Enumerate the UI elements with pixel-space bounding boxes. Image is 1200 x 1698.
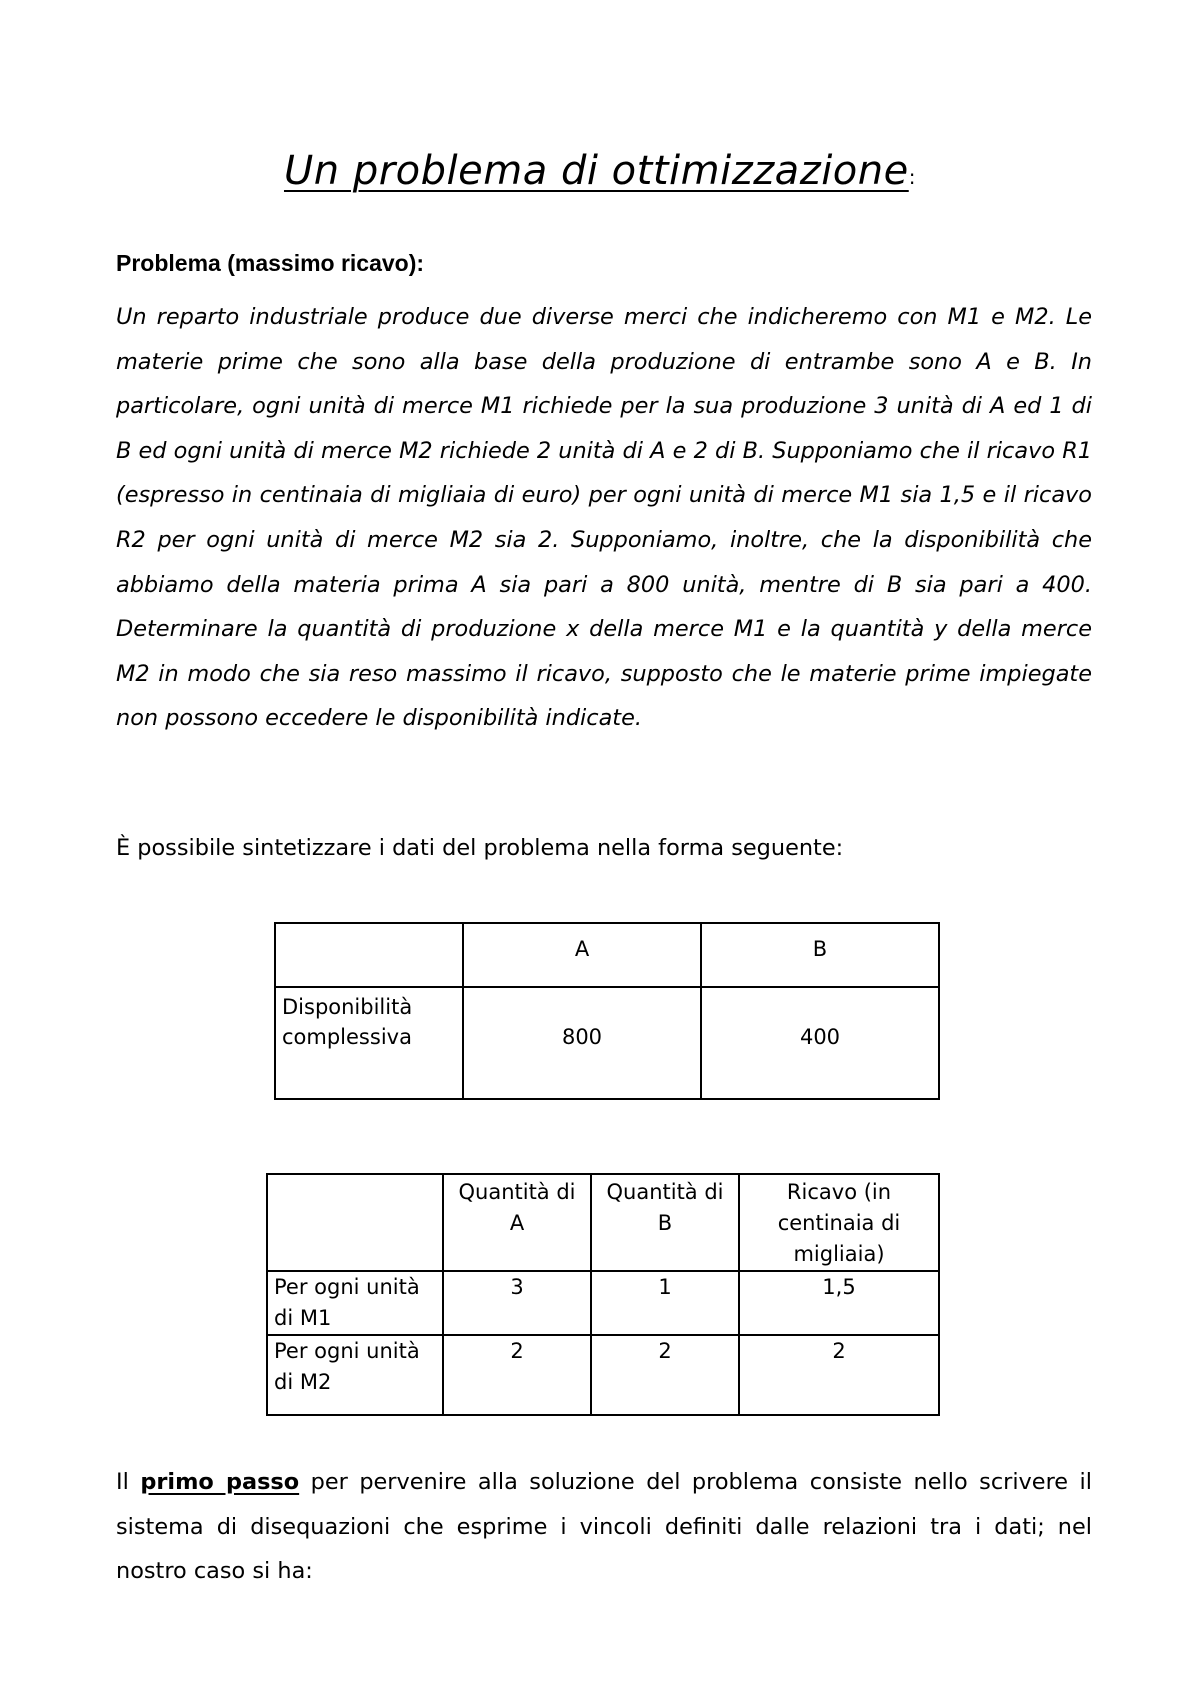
table-cell-empty [267,1174,443,1271]
row-label: Per ogni unità di M1 [267,1271,443,1335]
availability-table [274,922,940,1100]
column-header-quantity-a: Quantità di A [443,1174,591,1271]
column-header-a: A [463,923,701,987]
table-header-row [267,1174,939,1271]
title-text: Un problema di ottimizzazione [283,148,909,194]
table-row [267,1271,939,1335]
value-b: 400 [701,987,939,1099]
closing-text-end: per pervenire alla soluzione del problema consiste nello scrivere il sistema di disequazioni che esprime i vincoli definiti dalle relazioni tra i dati; nel nostro caso si ha: [116,1469,1092,1585]
cell-quantity-b: 2 [591,1335,739,1415]
column-header-b: B [701,923,939,987]
problem-heading: Problema (massimo ricavo): [116,250,425,276]
closing-emphasis: primo passo [140,1469,300,1495]
cell-revenue: 2 [739,1335,939,1415]
cell-quantity-a: 2 [443,1335,591,1415]
column-header-quantity-b: Quantità di B [591,1174,739,1271]
problem-statement: Un reparto industriale produce due diverse merci che indicheremo con M1 e M2. Le materie prime che sono alla base della produzione di entrambe sono A e B. In particolare, ogni unità di merce M1 richiede per la sua produzione 3 unità di A ed 1 di B ed ogni unità di merce M2 richiede 2 unità di A e 2 di B. Supponiamo che il ricavo R1 (espresso in centinaia di migliaia di euro) per ogni unità di merce M1 sia 1,5 e il ricavo R2 per ogni unità di merce M2 sia 2. Supponiamo, inoltre, che la disponibilità che abbiamo della materia prima A sia pari a 800 unità, mentre di B sia pari a 400. Determinare la quantità di produzione x della merce M1 e la quantità y della merce M2 in modo che sia reso massimo il ricavo, supposto che le materie prime impiegate non possono eccedere le disponibilità indicate. [116,304,1092,732]
cell-quantity-a: 3 [443,1271,591,1335]
usage-table [266,1173,940,1416]
closing-text-start: Il [116,1469,141,1495]
row-label: Per ogni unità di M2 [267,1335,443,1415]
cell-quantity-b: 1 [591,1271,739,1335]
page-title [0,148,1200,194]
table-cell-empty [275,923,463,987]
row-label-availability: Disponibilità complessiva [275,987,463,1099]
table-header-row [275,923,939,987]
table-row [275,987,939,1099]
value-a: 800 [463,987,701,1099]
table-row [267,1335,939,1415]
cell-revenue: 1,5 [739,1271,939,1335]
intro-sentence: È possibile sintetizzare i dati del problema nella forma seguente: [116,835,844,861]
title-colon: : [908,165,916,189]
closing-paragraph [116,1460,1092,1594]
column-header-revenue: Ricavo (in centinaia di migliaia) [739,1174,939,1271]
